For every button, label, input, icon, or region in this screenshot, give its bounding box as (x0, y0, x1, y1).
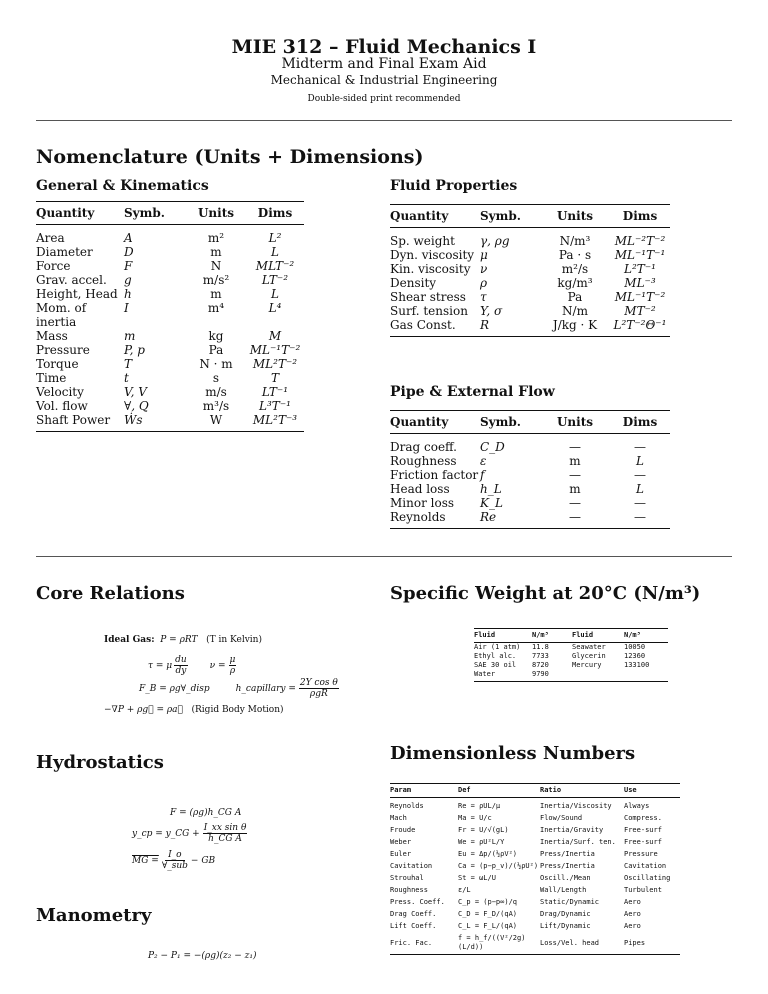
table-row (36, 399, 304, 413)
table-row (390, 482, 670, 496)
col-fluid: Fluid (572, 629, 624, 643)
table-row (390, 290, 670, 304)
quantity-cell: Torque (36, 357, 79, 371)
def-cell: f = h_f/((V²/2g)(L/d)) (458, 931, 540, 955)
symbol-cell: R (480, 318, 540, 337)
symbol-cell: Y, σ (480, 304, 503, 318)
def-cell: Re = ρUL/μ (458, 802, 501, 810)
dims-cell: ML⁻¹T⁻¹ (614, 248, 666, 262)
symbol-cell: f (480, 468, 485, 482)
table-row (36, 329, 304, 343)
def-cell: Eu = Δp/(½ρV²) (458, 850, 518, 858)
symbol-cell: T (124, 357, 133, 371)
symbol-cell: Re (480, 510, 540, 529)
ratio-cell: Inertia/Viscosity (540, 802, 612, 810)
units-cell: m (569, 482, 581, 496)
table-row (390, 811, 680, 823)
units-cell: m (210, 245, 222, 259)
ideal-note: (T in Kelvin) (206, 635, 262, 645)
symbol-cell: ρ (480, 276, 488, 290)
ratio-cell: Inertia/Surf. ten. (540, 838, 616, 846)
symbol-cell: D (124, 245, 134, 259)
manometry-eq: P₂ − P₁ = −(ρg)(z₂ − z₁) (148, 951, 257, 961)
table-row (390, 919, 680, 931)
param-cell: Euler (390, 850, 412, 858)
hcap-den: ρgR (309, 689, 328, 699)
def-cell: We = ρU²L/Y (458, 838, 505, 846)
mg-eq (132, 850, 215, 871)
dims-cell: L (636, 454, 644, 468)
def-cell: C_L = F_L/(qA) (458, 922, 518, 930)
mg-num: I_o (165, 850, 184, 861)
tau-num: du (175, 655, 187, 665)
table-row (390, 895, 680, 907)
symbol-cell: h (124, 287, 132, 301)
divider (36, 556, 732, 557)
weight-cell: 9790 (532, 670, 572, 682)
manometry-title: Manometry (36, 905, 152, 926)
col-fluid: Fluid (474, 629, 532, 643)
table-row (474, 661, 668, 670)
table-row (390, 496, 670, 510)
quantity-cell: Vol. flow (36, 399, 88, 413)
dims-cell: ML²T⁻² (252, 357, 298, 371)
quantity-cell: Sp. weight (390, 234, 455, 248)
units-cell: J/kg · K (540, 318, 610, 337)
ratio-cell: Press/Inertia (540, 850, 595, 858)
table-row (36, 357, 304, 371)
col-units: Units (540, 411, 610, 434)
quantity-cell: Kin. viscosity (390, 262, 471, 276)
col-dims: Dims (610, 205, 670, 228)
ratio-cell: Flow/Sound (540, 814, 583, 822)
dims-cell: ML⁻¹T⁻² (249, 343, 301, 357)
table-row (390, 304, 670, 318)
hcap-lhs: h_capillary = (235, 683, 296, 694)
col-use: Use (624, 784, 680, 798)
fluid-cell: Water (474, 670, 532, 682)
def-cell: C_p = (p−p∞)/q (458, 898, 518, 906)
quantity-cell: Dyn. viscosity (390, 248, 475, 262)
units-cell: N (210, 259, 222, 273)
table-row (390, 859, 680, 871)
def-cell: ε/L (458, 886, 471, 894)
dims-cell: L²T⁻¹ (624, 262, 656, 276)
col-weight: N/m³ (532, 629, 572, 643)
use-cell: Oscillating (624, 874, 671, 882)
quantity-cell: Grav. accel. (36, 273, 107, 287)
divider (36, 120, 732, 121)
fluid-cell: Glycerin (572, 652, 606, 660)
quantity-cell: Diameter (36, 245, 93, 259)
units-cell: — (569, 468, 581, 482)
rigid-note: (Rigid Body Motion) (191, 705, 284, 715)
fluid-cell (572, 670, 624, 682)
table-row (474, 670, 668, 682)
buoyancy-eq (139, 678, 339, 699)
units-cell: m³/s (202, 399, 230, 413)
table-row (36, 225, 304, 246)
weight-cell: 8720 (532, 661, 549, 669)
col-quantity: Quantity (390, 205, 480, 228)
dims-cell: MT⁻² (624, 304, 656, 318)
table-row (36, 385, 304, 399)
table-row (390, 468, 670, 482)
quantity-cell: Reynolds (390, 510, 480, 529)
units-cell: Pa · s (558, 248, 592, 262)
units-cell: m² (207, 231, 225, 245)
quantity-cell: Shaft Power (36, 413, 124, 432)
use-cell: Aero (624, 910, 641, 918)
dims-cell: ML⁻¹T⁻² (614, 290, 666, 304)
core-title: Core Relations (36, 583, 185, 604)
general-title: General & Kinematics (36, 178, 209, 194)
use-cell: Free-surf (624, 838, 662, 846)
symbol-cell: γ, ρg (480, 234, 510, 248)
fluid-cell: Seawater (572, 643, 606, 651)
rigid-eq: −∇P + ρg⃗ = ρa⃗ (104, 705, 183, 715)
table-row (390, 510, 670, 529)
col-dims: Dims (246, 202, 304, 225)
param-cell: Froude (390, 826, 416, 834)
table-row (390, 847, 680, 859)
units-cell: W (186, 413, 246, 432)
symbol-cell: ν (480, 262, 488, 276)
use-cell: Pipes (624, 931, 680, 955)
quantity-cell: Mass (36, 329, 68, 343)
general-table (36, 201, 304, 432)
quantity-cell: Time (36, 371, 67, 385)
weight-cell (624, 670, 668, 682)
param-cell: Strouhal (390, 874, 424, 882)
dims-cell: ML⁻²T⁻² (614, 234, 666, 248)
col-def: Def (458, 784, 540, 798)
dims-cell: L (271, 245, 279, 259)
table-row (474, 652, 668, 661)
use-cell: Turbulent (624, 886, 662, 894)
dims-cell: L³T⁻¹ (259, 399, 291, 413)
weight-cell: 12360 (624, 652, 646, 660)
quantity-cell: Area (36, 231, 65, 245)
param-cell: Reynolds (390, 802, 424, 810)
specific-weight-table (474, 628, 668, 682)
col-units: Units (186, 202, 246, 225)
symbol-cell: ∀, Q (124, 399, 149, 413)
def-cell: Fr = U/√(gL) (458, 826, 509, 834)
quantity-cell: Minor loss (390, 496, 455, 510)
symbol-cell: μ (480, 248, 488, 262)
dims-cell: ML²T⁻³ (246, 413, 304, 432)
symbol-cell: τ (480, 290, 487, 304)
ratio-cell: Inertia/Gravity (540, 826, 604, 834)
hydrostatics-title: Hydrostatics (36, 752, 164, 773)
use-cell: Compress. (624, 814, 662, 822)
pipe-title: Pipe & External Flow (390, 384, 555, 400)
tau-lhs: τ = μ (148, 660, 173, 671)
table-row (36, 413, 304, 432)
col-ratio: Ratio (540, 784, 624, 798)
quantity-cell: Roughness (390, 454, 457, 468)
dims-cell: L² (268, 231, 282, 245)
symbol-cell: K_L (480, 496, 503, 510)
dims-cell: L (636, 482, 644, 496)
param-cell: Drag Coeff. (390, 910, 437, 918)
param-cell: Roughness (390, 886, 428, 894)
units-cell: s (212, 371, 220, 385)
col-symbol: Symb. (124, 202, 186, 225)
dims-cell: ML⁻³ (624, 276, 656, 290)
col-units: Units (540, 205, 610, 228)
fluid-cell: Ethyl alc. (474, 652, 517, 660)
tau-den: dy (175, 666, 187, 676)
units-cell: N/m³ (559, 234, 591, 248)
ycp-lhs: y_cp = y_CG + (132, 828, 200, 839)
units-cell: m/s (205, 385, 227, 399)
dims-cell: T (270, 371, 279, 385)
table-row (36, 371, 304, 385)
table-row (390, 883, 680, 895)
use-cell: Always (624, 802, 650, 810)
fluid-title: Fluid Properties (390, 178, 518, 194)
ideal-gas (104, 635, 262, 645)
param-cell: Fric. Fac. (390, 931, 458, 955)
table-row (390, 454, 670, 468)
dims-cell: LT⁻¹ (261, 385, 289, 399)
col-param: Param (390, 784, 458, 798)
col-dims: Dims (610, 411, 670, 434)
ycp-num: I_xx sin θ (203, 823, 247, 833)
weight-cell: 10050 (624, 643, 646, 651)
table-row (36, 273, 304, 287)
units-cell: m/s² (202, 273, 230, 287)
symbol-cell: Ẇs (124, 413, 186, 432)
ratio-cell: Lift/Dynamic (540, 922, 591, 930)
nu-lhs: ν = (209, 660, 226, 671)
symbol-cell: V, V (124, 385, 147, 399)
quantity-cell: Pressure (36, 343, 90, 357)
def-cell: Ca = (p−p_v)/(½ρU²) (458, 862, 539, 870)
param-cell: Mach (390, 814, 407, 822)
param-cell: Cavitation (390, 862, 433, 870)
fluid-cell: Air (1 atm) (474, 643, 521, 651)
symbol-cell: h_L (480, 482, 502, 496)
tau-eq (148, 655, 236, 676)
dims-cell: M (268, 329, 282, 343)
rigid-body-eq (104, 705, 284, 715)
ratio-cell: Press/Inertia (540, 862, 595, 870)
print-note: Double-sided print recommended (307, 94, 461, 104)
col-symbol: Symb. (480, 205, 540, 228)
symbol-cell: t (124, 371, 129, 385)
ideal-label: Ideal Gas: (104, 635, 155, 645)
quantity-cell: Height, Head (36, 287, 118, 301)
mg-rhs: − GB (190, 855, 216, 866)
table-row (390, 871, 680, 883)
quantity-cell: Gas Const. (390, 318, 480, 337)
col-quantity: Quantity (390, 411, 480, 434)
pipe-table (390, 410, 670, 529)
symbol-cell: ε (480, 454, 487, 468)
quantity-cell: Friction factor (390, 468, 479, 482)
units-cell: Pa (208, 343, 224, 357)
units-cell: m (210, 287, 222, 301)
quantity-cell: Surf. tension (390, 304, 468, 318)
use-cell: Pressure (624, 850, 658, 858)
units-cell: — (540, 510, 610, 529)
table-row (474, 643, 668, 653)
table-row (390, 276, 670, 290)
nu-num: μ (229, 655, 236, 665)
specific-weight-title: Specific Weight at 20°C (N/m³) (390, 583, 701, 604)
symbol-cell: g (124, 273, 132, 287)
quantity-cell: Drag coeff. (390, 440, 457, 454)
ideal-eq: P = ρRT (160, 635, 198, 645)
quantity-cell: Head loss (390, 482, 450, 496)
units-cell: m²/s (561, 262, 589, 276)
weight-cell: 7733 (532, 652, 549, 660)
units-cell: kg (208, 329, 224, 343)
fb-eq: F_B = ρg∀_disp (139, 683, 210, 694)
quantity-cell: Velocity (36, 385, 84, 399)
quantity-cell: Force (36, 259, 71, 273)
units-cell: m (569, 454, 581, 468)
table-row (390, 931, 680, 955)
table-row (390, 835, 680, 847)
symbol-cell: P, p (124, 343, 145, 357)
department: Mechanical & Industrial Engineering (270, 73, 498, 87)
dims-cell: — (634, 468, 646, 482)
def-cell: St = ωL/U (458, 874, 496, 882)
param-cell: Press. Coeff. (390, 898, 445, 906)
table-row (390, 907, 680, 919)
quantity-cell: Density (390, 276, 437, 290)
force-eq: F = (ρg)h_CG A (170, 808, 242, 818)
fluid-cell: SAE 30 oil (474, 661, 517, 669)
page-subtitle: Midterm and Final Exam Aid (281, 56, 487, 72)
ratio-cell: Drag/Dynamic (540, 910, 591, 918)
ratio-cell: Wall/Length (540, 886, 587, 894)
table-row (36, 343, 304, 357)
dims-cell: — (634, 496, 646, 510)
symbol-cell: C_D (480, 440, 505, 454)
symbol-cell: m (124, 329, 136, 343)
table-row (390, 228, 670, 249)
units-cell: m⁴ (207, 301, 225, 315)
use-cell: Aero (624, 898, 641, 906)
dims-cell: MLT⁻² (255, 259, 295, 273)
units-cell: Pa (567, 290, 583, 304)
dimensionless-table (390, 783, 680, 955)
ycp-den: h_CG A (208, 834, 242, 844)
def-cell: C_D = F_D/(qA) (458, 910, 518, 918)
units-cell: N · m (199, 357, 233, 371)
symbol-cell: F (124, 259, 133, 273)
param-cell: Weber (390, 838, 412, 846)
use-cell: Free-surf (624, 826, 662, 834)
hcap-num: 2Y cos θ (299, 678, 338, 688)
weight-cell: 133100 (624, 661, 650, 669)
table-row (390, 262, 670, 276)
units-cell: — (569, 496, 581, 510)
quantity-cell: Mom. of inertia (36, 301, 87, 329)
dims-cell: — (634, 440, 646, 454)
weight-cell: 11.8 (532, 643, 549, 651)
ycp-eq (132, 823, 247, 844)
def-cell: Ma = U/c (458, 814, 492, 822)
symbol-cell: I (124, 301, 129, 315)
symbol-cell: A (124, 231, 133, 245)
mg-den: ∀_sub (161, 861, 188, 871)
nomenclature-title: Nomenclature (Units + Dimensions) (36, 146, 424, 168)
units-cell: kg/m³ (557, 276, 593, 290)
table-row (390, 798, 680, 812)
units-cell: — (569, 440, 581, 454)
ratio-cell: Static/Dynamic (540, 898, 600, 906)
table-row (36, 287, 304, 301)
ratio-cell: Loss/Vel. head (540, 931, 624, 955)
dims-cell: L²T⁻²Θ⁻¹ (610, 318, 670, 337)
mg-lhs: MG = (132, 855, 159, 866)
dims-cell: — (610, 510, 670, 529)
page-title: MIE 312 – Fluid Mechanics I (231, 36, 537, 58)
col-quantity: Quantity (36, 202, 124, 225)
use-cell: Aero (624, 922, 641, 930)
dims-cell: L⁴ (268, 301, 282, 315)
table-row (390, 248, 670, 262)
dims-cell: LT⁻² (261, 273, 289, 287)
col-symbol: Symb. (480, 411, 540, 434)
table-row (36, 301, 304, 329)
table-row (36, 245, 304, 259)
table-row (390, 434, 670, 455)
dimensionless-title: Dimensionless Numbers (390, 743, 636, 764)
col-weight: N/m³ (624, 629, 668, 643)
use-cell: Cavitation (624, 862, 667, 870)
fluid-table (390, 204, 670, 337)
quantity-cell: Shear stress (390, 290, 466, 304)
ratio-cell: Oscill./Mean (540, 874, 591, 882)
table-row (390, 318, 670, 337)
table-row (390, 823, 680, 835)
units-cell: N/m (562, 304, 588, 318)
nu-den: ρ (229, 666, 236, 676)
dims-cell: L (271, 287, 279, 301)
table-row (36, 259, 304, 273)
param-cell: Lift Coeff. (390, 922, 437, 930)
fluid-cell: Mercury (572, 661, 602, 669)
